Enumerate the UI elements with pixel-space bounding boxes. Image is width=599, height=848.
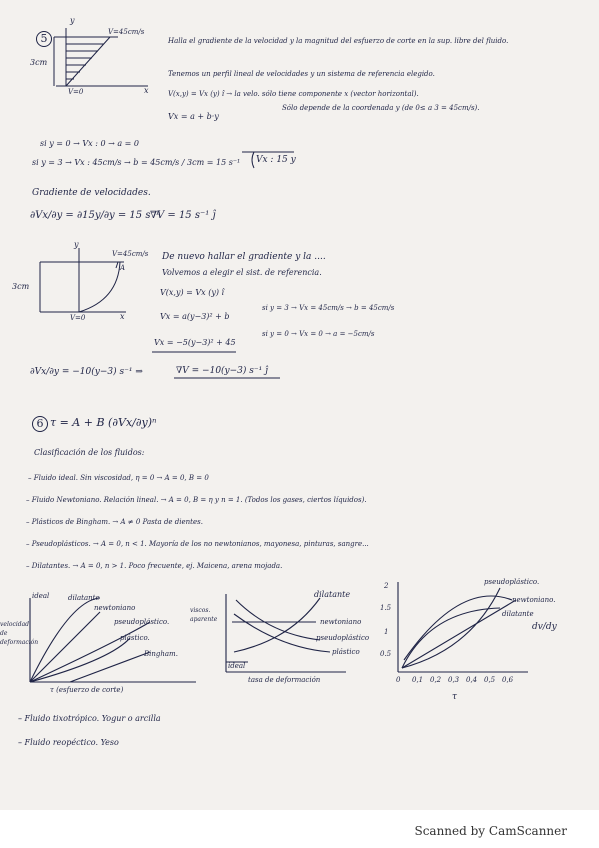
part2-line4: Vx = a(y−3)² + b [160,312,230,321]
scanner-footer [0,810,599,848]
chart3-curves [398,582,528,672]
chart1-ylabel-side: velocidad de deformación [0,621,39,646]
chart2-ylabel: viscos. aparente [190,607,218,623]
chart2-xlabel: tasa de deformación [248,676,321,684]
chart3-ytick: 0.5 [380,650,392,658]
chart1-curve-label: pseudoplástico. [114,618,170,626]
diagram2-label-a: A [120,264,126,272]
classification-item: – Pseudoplásticos. → A = 0, n < 1. Mayoría de los no newtonianos, mayonesa, pinturas, sangre... [26,540,369,548]
footer-item: – Fluido reopéctico. Yeso [18,738,119,747]
chart2-curve-label: dilatante [314,590,351,599]
part2-condition2: si y = 0 → Vx = 0 → a = −5cm/s [262,330,375,338]
classification-item: – Fluido ideal. Sin viscosidad, η = 0 → A = 0, B = 0 [28,474,209,482]
part2-gradient: ∂Vx/∂y = −10(y−3) s⁻¹ ⇒ [30,367,143,377]
linear-profile-diagram [54,28,148,86]
diagram2-label-bottom: V=0 [70,314,86,322]
chart3-ytick: 1 [384,628,389,636]
chart3-xtick: 0,2 [430,676,442,684]
part2-line1: De nuevo hallar el gradiente y la .... [162,252,326,262]
problem5-line5: si y = 0 → Vx : 0 → a = 0 [40,139,139,148]
diagram2-label-top: V=45cm/s [112,250,149,258]
chart1-xlabel: τ (esfuerzo de corte) [50,686,124,694]
chart1-curve-label: Bingham. [144,650,178,658]
classification-item: – Plásticos de Bingham. → A ≠ 0 Pasta de dientes. [26,518,203,526]
diagram1-label-top: V=45cm/s [108,28,145,36]
chart2-curve-label: newtoniano [320,618,362,626]
problem6-equation: τ = A + B (∂Vx/∂y)ⁿ [50,416,157,429]
problem6-number: 6 [32,416,48,432]
chart3-xtick: 0,6 [502,676,514,684]
chart3-xlabel: τ [452,692,457,702]
chart3-curve-label: pseudoplástico. [484,578,540,586]
chart3-ytick: 1.5 [380,604,392,612]
chart3-curve-newtoniano [402,600,516,668]
diagram1-label-height: 3cm [30,58,48,67]
chart1-curve-bingham [70,652,150,682]
gradient-vector: ∇V = 15 s⁻¹ ĵ [150,210,216,221]
chart1-curve-label: plástico. [120,634,150,642]
problem5-line4: Vx = a + b·y [168,112,219,121]
chart2-viscosity-curves [226,594,346,672]
chart3-xtick: 0 [396,676,401,684]
problem5-result1: Vx : 15 y [256,155,296,165]
classification-item: – Dilatantes. → A = 0, n > 1. Poco frecuente, ej. Maicena, arena mojada. [26,562,283,570]
diagram1-label-bottom: V=0 [68,88,84,96]
part2-line3: V(x,y) = Vx (y) î [160,288,225,297]
problem5-line3: Sólo depende de la coordenada y (de 0≤ a 3 = 45cm/s). [282,104,480,112]
part2-line2: Volvemos a elegir el sist. de referencia. [162,268,322,277]
diagram2-label-y: y [74,240,79,249]
problem5-line6: si y = 3 → Vx : 45cm/s → b = 45cm/s / 3cm = 15 s⁻¹ [32,158,241,167]
chart3-xtick: 0,3 [448,676,460,684]
chart2-curve-dilatante [234,598,320,652]
part2-result: Vx = −5(y−3)² + 45 [154,338,236,347]
chart2-curve-label: pseudoplástico [316,634,370,642]
problem5-number: 5 [36,31,52,47]
part2-condition1: si y = 3 → Vx = 45cm/s → b = 45cm/s [262,304,395,312]
chart2-ideal-label: ideal [228,662,246,670]
diagram1-label-x: x [144,86,149,95]
chart3-xtick: 0,1 [412,676,424,684]
chart1-curve-dilatante [30,598,100,682]
part2-gradient-vector: ∇V = −10(y−3) s⁻¹ ĵ [176,366,268,376]
chart2-curve-pseudoplastico [236,600,320,640]
scanner-watermark: Scanned by CamScanner [414,824,567,838]
diagram2-profile-curve [79,262,120,312]
diagram2-label-x: x [120,312,125,321]
problem5-line1: Tenemos un perfil lineal de velocidades y un sistema de referencia elegido. [168,70,435,78]
footer-item: – Fluido tixotrópico. Yogur o arcilla [18,714,161,723]
chart3-curve-label: dilatante [502,610,534,618]
chart1-curve-label: dilatante [68,594,100,602]
problem5-line2: V(x,y) = Vx (y) î → la velo. sólo tiene componente x (vector horizontal). [168,90,419,98]
chart1-ylabel-top: ideal [32,592,50,600]
chart3-curve-label: newtoniano. [512,596,556,604]
chart3-ytick: 2 [384,582,389,590]
chart3-xtick: 0,4 [466,676,478,684]
chart1-curve-pseudoplastico [30,622,150,682]
chart2-curve-label: plástico [332,648,360,656]
diagram1-label-y: y [70,16,75,25]
gradient-title: Gradiente de velocidades. [32,188,151,198]
chart3-xtick: 0,5 [484,676,496,684]
chart1-curve-label: newtoniano [94,604,136,612]
diagram2-label-height: 3cm [12,282,30,291]
gradient-equation: ∂Vx/∂y = ∂15y/∂y = 15 s⁻¹ [30,210,160,221]
classification-title: Clasificación de los fluidos: [34,448,145,457]
chart3-curve-pseudoplastico [402,588,500,668]
chart3-side-label: dv/dy [532,622,557,632]
problem5-statement: Halla el gradiente de la velocidad y la magnitud del esfuerzo de corte en la sup. libre del fluido. [168,37,509,45]
classification-item: – Fluido Newtoniano. Relación lineal. → A = 0, B = η y n = 1. (Todos los gases, ciertos líquidos). [26,496,367,504]
